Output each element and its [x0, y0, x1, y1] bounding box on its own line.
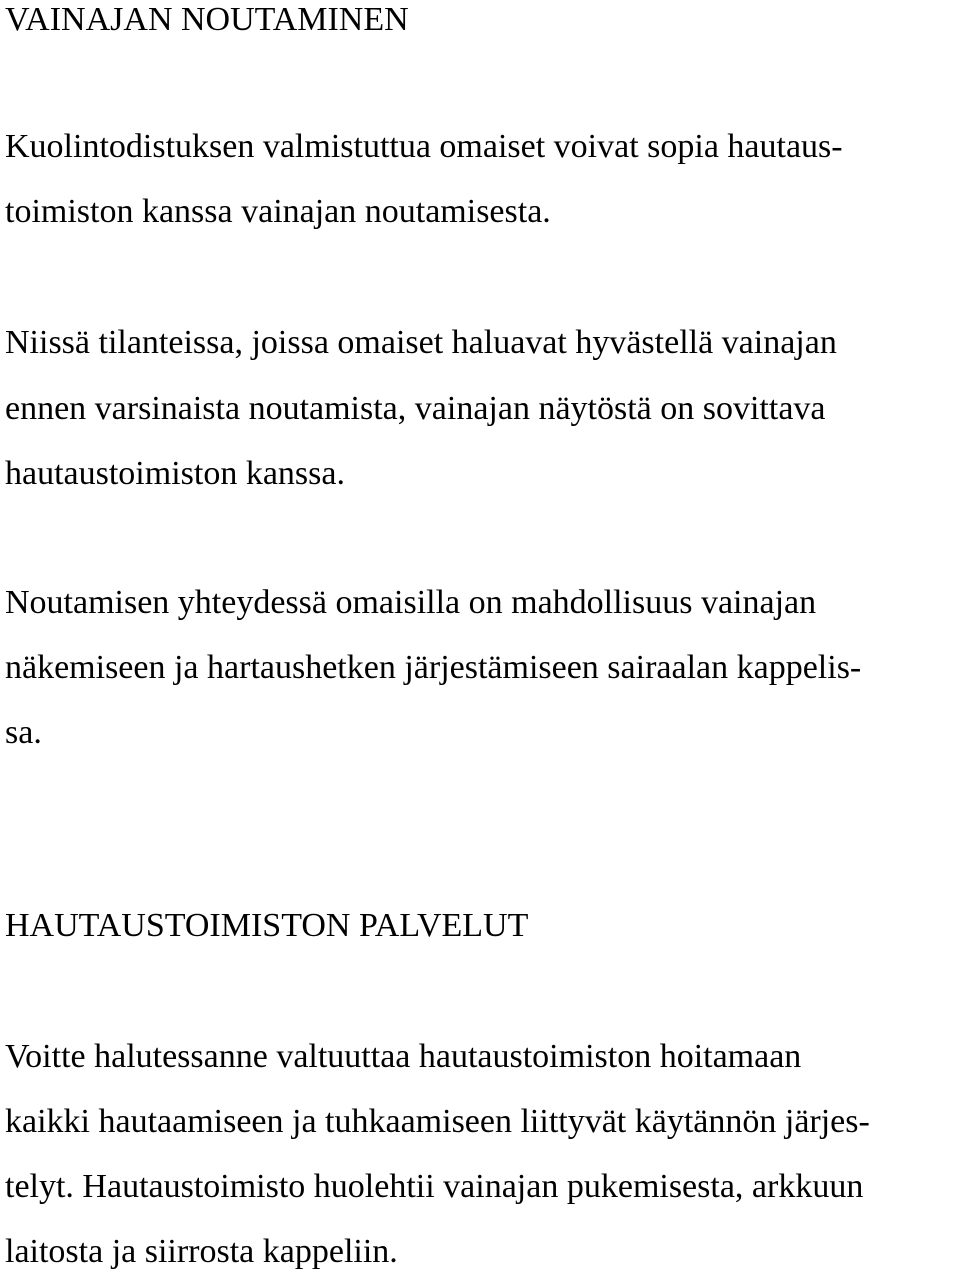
text-line: näkemiseen ja hartaushetken järjestämiseen sairaalan kappelis-: [5, 649, 862, 686]
text-line: sa.: [5, 714, 42, 751]
text-line: Noutamisen yhteydessä omaisilla on mahdollisuus vainajan: [5, 584, 817, 621]
text-line: Voitte halutessanne valtuuttaa hautaustoimiston hoitamaan: [5, 1038, 802, 1075]
text-line: ennen varsinaista noutamista, vainajan näytöstä on sovittava: [5, 390, 826, 427]
text-line: Kuolintodistuksen valmistuttua omaiset voivat sopia hautaus-: [5, 128, 843, 165]
text-line: hautaustoimiston kanssa.: [5, 455, 345, 492]
text-line: telyt. Hautaustoimisto huolehtii vainajan pukemisesta, arkkuun: [5, 1168, 864, 1205]
text-line: Niissä tilanteissa, joissa omaiset haluavat hyvästellä vainajan: [5, 324, 837, 361]
text-line: laitosta ja siirrosta kappeliin.: [5, 1233, 398, 1270]
section-heading-hautaustoimiston-palvelut: HAUTAUSTOIMISTON PALVELUT: [5, 907, 529, 944]
text-line: kaikki hautaamiseen ja tuhkaamiseen liittyvät käytännön järjes-: [5, 1103, 870, 1140]
section-heading-vainajan-noutaminen: VAINAJAN NOUTAMINEN: [5, 1, 409, 38]
text-line: toimiston kanssa vainajan noutamisesta.: [5, 193, 551, 230]
